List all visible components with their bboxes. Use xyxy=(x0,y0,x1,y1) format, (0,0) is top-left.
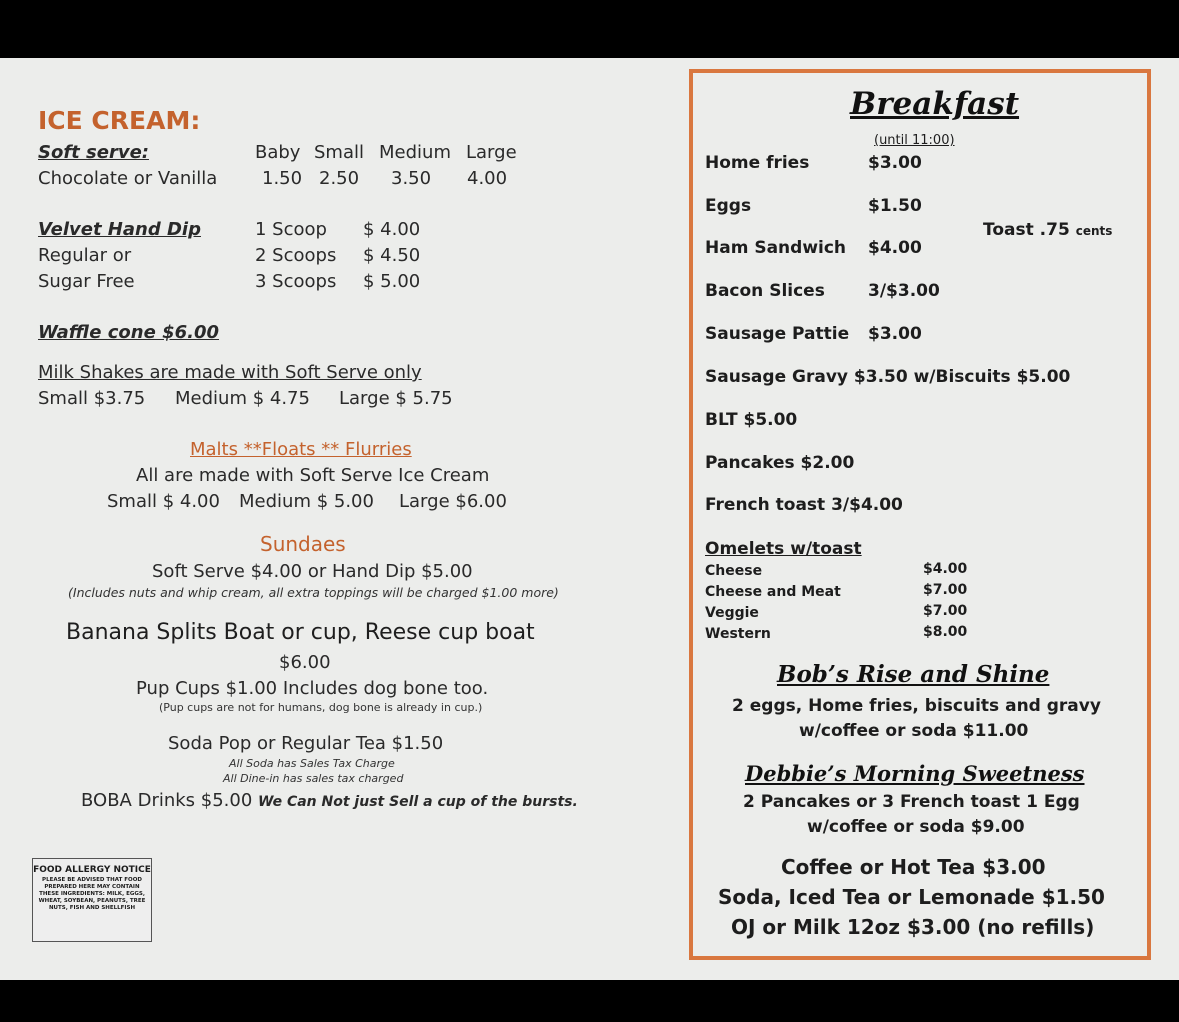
malts-large: Large $6.00 xyxy=(399,491,507,512)
boba-main: BOBA Drinks $5.00 xyxy=(81,790,253,811)
item-home-fries-price: $3.00 xyxy=(868,153,922,173)
scoop-1: 1 Scoop xyxy=(255,219,327,240)
item-bacon-price: 3/$3.00 xyxy=(868,281,940,301)
pup-cups: Pup Cups $1.00 Includes dog bone too. xyxy=(136,678,489,699)
drink-coffee: Coffee or Hot Tea $3.00 xyxy=(781,855,1046,879)
sundaes-line: Soft Serve $4.00 or Hand Dip $5.00 xyxy=(152,561,473,582)
toast-price-text: Toast .75 xyxy=(983,220,1070,240)
drink-oj: OJ or Milk 12oz $3.00 (no refills) xyxy=(731,915,1095,939)
velvet-sugar-free: Sugar Free xyxy=(38,271,135,292)
item-home-fries: Home fries xyxy=(705,153,810,173)
rise-shine-line2: w/coffee or soda $11.00 xyxy=(799,721,1029,741)
item-french-toast: French toast 3/$4.00 xyxy=(705,495,903,515)
omelet-cheese-meat: Cheese and Meat xyxy=(705,584,841,600)
boba-note: We Can Not just Sell a cup of the bursts. xyxy=(258,794,578,810)
malts-sub: All are made with Soft Serve Ice Cream xyxy=(136,465,490,486)
velvet-label: Velvet Hand Dip xyxy=(38,219,201,240)
soda-pop: Soda Pop or Regular Tea $1.50 xyxy=(168,733,444,754)
debbie-line2: w/coffee or soda $9.00 xyxy=(807,817,1025,837)
omelet-veggie: Veggie xyxy=(705,605,759,621)
rise-shine-title: Bob’s Rise and Shine xyxy=(777,661,1050,688)
allergy-notice xyxy=(32,858,152,942)
item-sausage-gravy: Sausage Gravy $3.50 w/Biscuits $5.00 xyxy=(705,367,1071,387)
price-baby: 1.50 xyxy=(262,168,303,189)
malts-heading: Malts **Floats ** Flurries xyxy=(190,439,412,460)
item-blt: BLT $5.00 xyxy=(705,410,798,430)
soft-serve-flavor: Chocolate or Vanilla xyxy=(38,168,218,189)
milkshake-small: Small $3.75 xyxy=(38,388,146,409)
omelet-cheese: Cheese xyxy=(705,563,763,579)
size-small: Small xyxy=(314,142,364,163)
scoop-3: 3 Scoops xyxy=(255,271,337,292)
milkshake-large: Large $ 5.75 xyxy=(339,388,453,409)
item-sausage-pattie: Sausage Pattie xyxy=(705,324,850,344)
scoop-1-price: $ 4.00 xyxy=(363,219,421,240)
breakfast-title: Breakfast xyxy=(850,86,1020,122)
drink-soda: Soda, Iced Tea or Lemonade $1.50 xyxy=(718,885,1105,909)
soda-note-2: All Dine-in has sales tax charged xyxy=(223,772,404,785)
omelets-heading: Omelets w/toast xyxy=(705,539,862,559)
sundaes-heading: Sundaes xyxy=(260,532,346,556)
allergy-body: PLEASE BE ADVISED THAT FOOD PREPARED HERE MAY CONTAIN THESE INGREDIENTS: MILK, EGGS, WHEAT, SOYBEAN, PEANUTS, TREE NUTS, FISH AND SHELLFISH xyxy=(38,877,146,911)
ice-cream-heading: ICE CREAM: xyxy=(38,106,201,135)
item-ham-sandwich-price: $4.00 xyxy=(868,238,922,258)
malts-medium: Medium $ 5.00 xyxy=(239,491,374,512)
scoop-3-price: $ 5.00 xyxy=(363,271,421,292)
price-medium: 3.50 xyxy=(391,168,432,189)
size-large: Large xyxy=(466,142,517,163)
pup-note: (Pup cups are not for humans, dog bone is already in cup.) xyxy=(159,701,483,714)
velvet-regular: Regular or xyxy=(38,245,132,266)
omelet-western: Western xyxy=(705,626,771,642)
item-sausage-pattie-price: $3.00 xyxy=(868,324,922,344)
item-eggs-price: $1.50 xyxy=(868,196,922,216)
omelet-veggie-price: $7.00 xyxy=(923,603,968,619)
breakfast-until: (until 11:00) xyxy=(874,133,955,148)
boba-drinks xyxy=(81,790,578,811)
banana-price: $6.00 xyxy=(279,652,331,673)
item-bacon: Bacon Slices xyxy=(705,281,825,301)
waffle-cone: Waffle cone $6.00 xyxy=(38,322,220,343)
scoop-2: 2 Scoops xyxy=(255,245,337,266)
malts-small: Small $ 4.00 xyxy=(107,491,220,512)
size-medium: Medium xyxy=(379,142,451,163)
price-small: 2.50 xyxy=(319,168,360,189)
debbie-title: Debbie’s Morning Sweetness xyxy=(745,761,1085,786)
omelet-cheese-price: $4.00 xyxy=(923,561,968,577)
soda-note-1: All Soda has Sales Tax Charge xyxy=(229,757,395,770)
rise-shine-line1: 2 eggs, Home fries, biscuits and gravy xyxy=(732,696,1101,716)
allergy-title: FOOD ALLERGY NOTICE xyxy=(33,865,151,875)
banana-heading: Banana Splits Boat or cup, Reese cup boat xyxy=(66,620,535,645)
item-eggs: Eggs xyxy=(705,196,752,216)
soft-serve-label: Soft serve: xyxy=(38,142,149,163)
sundaes-note: (Includes nuts and whip cream, all extra toppings will be charged $1.00 more) xyxy=(68,585,559,600)
price-large: 4.00 xyxy=(467,168,508,189)
milkshake-heading: Milk Shakes are made with Soft Serve only xyxy=(38,362,422,383)
debbie-line1: 2 Pancakes or 3 French toast 1 Egg xyxy=(743,792,1080,812)
milkshake-medium: Medium $ 4.75 xyxy=(175,388,310,409)
toast-unit: cents xyxy=(1075,224,1113,238)
scoop-2-price: $ 4.50 xyxy=(363,245,421,266)
omelet-cheese-meat-price: $7.00 xyxy=(923,582,968,598)
toast-price xyxy=(983,220,1112,240)
size-baby: Baby xyxy=(255,142,301,163)
item-ham-sandwich: Ham Sandwich xyxy=(705,238,847,258)
omelet-western-price: $8.00 xyxy=(923,624,968,640)
item-pancakes: Pancakes $2.00 xyxy=(705,453,855,473)
menu-paper xyxy=(0,58,1179,980)
